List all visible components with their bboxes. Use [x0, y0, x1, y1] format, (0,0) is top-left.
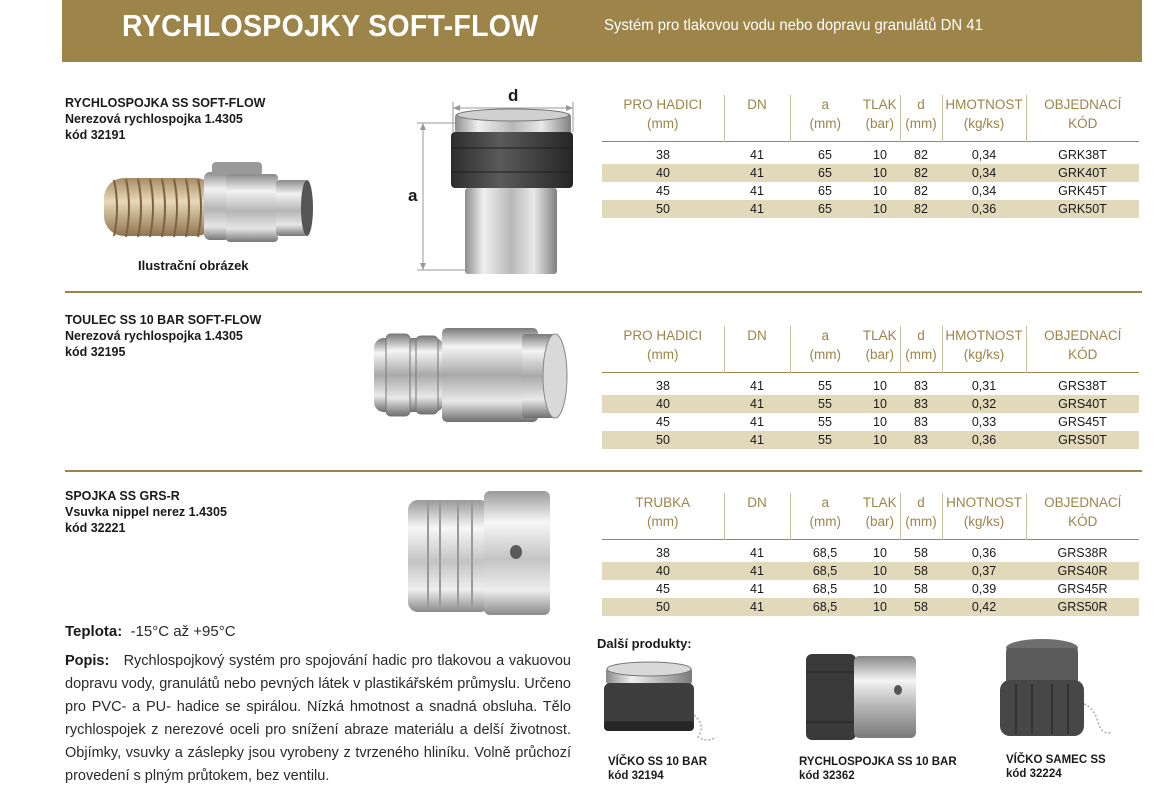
column-header-unit: (mm) — [647, 347, 679, 362]
table-cell: 41 — [724, 200, 790, 218]
column-header — [724, 326, 790, 373]
table-cell: GRS40R — [1026, 562, 1139, 580]
table-row — [602, 598, 1139, 616]
table-cell: GRS38T — [1058, 379, 1107, 393]
column-header-label: d — [917, 495, 925, 510]
table-cell: 82 — [900, 200, 942, 218]
column-header-label: HNOTNOST — [946, 495, 1022, 510]
product-name: SPOJKA SS GRS-R — [65, 489, 180, 503]
column-header — [860, 493, 900, 540]
more-product-code: kód 32194 — [608, 770, 664, 782]
table-cell: 41 — [750, 546, 764, 560]
table-cell: 38 — [656, 546, 670, 560]
column-header — [860, 326, 900, 373]
table-cell: 50 — [602, 598, 724, 616]
product-name: RYCHLOSPOJKA SS SOFT-FLOW — [65, 96, 266, 110]
table-cell: 45 — [656, 184, 670, 198]
column-header-unit: KÓD — [1068, 514, 1098, 529]
table-row — [602, 580, 1139, 598]
column-header-unit: (mm) — [809, 116, 841, 131]
description-label: Popis: — [65, 653, 110, 669]
spec-table-1 — [602, 95, 1139, 218]
table-cell: GRK38T — [1058, 148, 1107, 162]
product-desc: Vsuvka nippel nerez 1.4305 — [65, 505, 227, 519]
section-divider — [65, 291, 1142, 293]
table-cell: 83 — [900, 395, 942, 413]
table-cell: 68,5 — [812, 546, 838, 560]
table-cell: 41 — [724, 395, 790, 413]
table-cell: 10 — [873, 546, 887, 560]
column-header — [942, 326, 1026, 373]
table-cell: 41 — [724, 562, 790, 580]
table-cell: 58 — [914, 546, 928, 560]
column-header-unit: (bar) — [865, 514, 894, 529]
column-header-unit: (kg/ks) — [963, 514, 1005, 529]
column-header-label: d — [917, 328, 925, 343]
table-cell: 68,5 — [812, 582, 838, 596]
column-header-unit: (mm) — [905, 347, 937, 362]
coupling-ss-10bar-image — [802, 648, 922, 748]
more-product-1 — [608, 755, 707, 783]
table-cell: 45 — [656, 582, 670, 596]
table-cell: 10 — [860, 200, 900, 218]
table-cell: 10 — [873, 184, 887, 198]
column-header-label: PRO HADICI — [623, 97, 703, 112]
table-cell: 0,31 — [971, 379, 997, 393]
table-cell: 41 — [750, 415, 764, 429]
table-cell: 65 — [790, 164, 860, 182]
table-cell: 41 — [750, 379, 764, 393]
column-header — [900, 493, 942, 540]
table-cell: 0,36 — [971, 546, 997, 560]
table-cell: 10 — [860, 562, 900, 580]
table-row — [602, 182, 1139, 200]
column-header — [724, 95, 790, 142]
table-row — [602, 395, 1139, 413]
column-header-unit: (mm) — [809, 514, 841, 529]
table-cell: 55 — [818, 379, 832, 393]
table-cell: 58 — [900, 598, 942, 616]
column-header — [942, 493, 1026, 540]
more-product-name: VÍČKO SAMEC SS — [1006, 754, 1106, 766]
table-cell: GRS50R — [1026, 598, 1139, 616]
table-cell: 10 — [860, 598, 900, 616]
table-cell: 83 — [914, 379, 928, 393]
table-cell: 0,42 — [942, 598, 1026, 616]
table-cell: 40 — [602, 164, 724, 182]
table-row — [602, 562, 1139, 580]
header-band — [62, 0, 1142, 62]
product-heading-2 — [65, 312, 261, 360]
table-cell: 50 — [602, 431, 724, 449]
table-cell: 82 — [914, 148, 928, 162]
table-cell: 0,36 — [942, 200, 1026, 218]
table-row — [602, 142, 1139, 165]
table-cell: 40 — [602, 395, 724, 413]
table-cell: 0,39 — [971, 582, 997, 596]
table-cell: 83 — [914, 415, 928, 429]
table-cell: 68,5 — [790, 562, 860, 580]
table-cell: 0,34 — [971, 184, 997, 198]
column-header-label: DN — [747, 495, 767, 510]
column-header-label: OBJEDNACÍ — [1044, 495, 1122, 510]
table-cell: 10 — [873, 582, 887, 596]
column-header — [1026, 95, 1139, 142]
column-header — [790, 326, 860, 373]
table-cell: 40 — [602, 562, 724, 580]
column-header — [860, 95, 900, 142]
column-header-unit: (mm) — [905, 116, 937, 131]
column-header — [1026, 326, 1139, 373]
column-header-unit: (kg/ks) — [963, 116, 1005, 131]
temperature-value: -15°C až +95°C — [130, 623, 236, 640]
column-header-label: OBJEDNACÍ — [1044, 328, 1122, 343]
table-cell: 82 — [914, 184, 928, 198]
dimension-d-label: d — [508, 86, 519, 105]
column-header — [724, 493, 790, 540]
dimension-drawing — [405, 88, 580, 288]
table-cell: GRS50T — [1026, 431, 1139, 449]
product-code: kód 32221 — [65, 521, 126, 535]
dimension-a-label: a — [408, 186, 418, 205]
column-header — [900, 95, 942, 142]
table-cell: 10 — [860, 395, 900, 413]
table-cell: 0,34 — [971, 148, 997, 162]
table-cell: GRK40T — [1026, 164, 1139, 182]
table-cell: 65 — [818, 184, 832, 198]
table-row — [602, 373, 1139, 396]
table-cell: 58 — [900, 562, 942, 580]
table-cell: 10 — [873, 415, 887, 429]
spec-table-3 — [602, 493, 1139, 616]
column-header-unit: (bar) — [865, 116, 894, 131]
column-header-unit: (mm) — [809, 347, 841, 362]
table-cell: GRS40T — [1026, 395, 1139, 413]
table-cell: GRS45R — [1057, 582, 1108, 596]
table-cell: 50 — [602, 200, 724, 218]
more-product-2 — [799, 755, 957, 783]
product-code: kód 32195 — [65, 345, 126, 359]
table-cell: GRK50T — [1026, 200, 1139, 218]
temperature-label: Teplota: — [65, 623, 123, 640]
table-cell: 10 — [860, 431, 900, 449]
column-header-unit: (mm) — [647, 116, 679, 131]
column-header-label: DN — [747, 97, 767, 112]
table-cell: 41 — [750, 184, 764, 198]
column-header — [900, 326, 942, 373]
table-cell: 68,5 — [790, 598, 860, 616]
product-code: kód 32191 — [65, 128, 126, 142]
table-cell: 55 — [818, 415, 832, 429]
table-cell: 0,37 — [942, 562, 1026, 580]
product-desc: Nerezová rychlospojka 1.4305 — [65, 329, 243, 343]
product-name: TOULEC SS 10 BAR SOFT-FLOW — [65, 313, 262, 327]
table-cell: 0,34 — [942, 164, 1026, 182]
table-cell: 41 — [750, 148, 764, 162]
table-cell: 65 — [818, 148, 832, 162]
section-divider — [65, 470, 1142, 472]
column-header-label: OBJEDNACÍ — [1044, 97, 1122, 112]
page-subtitle: Systém pro tlakovou vodu nebo dopravu granulátů DN 41 — [604, 17, 983, 34]
table-cell: 38 — [656, 148, 670, 162]
hose-coupling-image — [100, 148, 315, 253]
column-header-unit: (mm) — [905, 514, 937, 529]
description-block — [65, 650, 571, 788]
table-row — [602, 413, 1139, 431]
column-header-label: d — [917, 97, 925, 112]
table-cell: GRS45T — [1058, 415, 1107, 429]
more-product-code: kód 32362 — [799, 770, 855, 782]
table-cell: 10 — [873, 148, 887, 162]
column-header-label: DN — [747, 328, 767, 343]
cap-male-ss-image — [996, 634, 1116, 749]
table-cell: 82 — [900, 164, 942, 182]
table-cell: GRK45T — [1058, 184, 1107, 198]
more-products-title: Další produkty: — [597, 636, 692, 651]
column-header-label: TLAK — [862, 495, 897, 510]
column-header — [790, 493, 860, 540]
table-cell: 0,36 — [942, 431, 1026, 449]
column-header-label: HMOTNOST — [945, 328, 1023, 343]
column-header — [942, 95, 1026, 142]
column-header — [602, 326, 724, 373]
table-row — [602, 540, 1139, 563]
table-cell: 55 — [790, 431, 860, 449]
product-heading-1 — [65, 95, 265, 143]
column-header-unit: KÓD — [1068, 347, 1098, 362]
table-cell: 41 — [750, 582, 764, 596]
more-product-3 — [1006, 753, 1106, 781]
spec-table-2 — [602, 326, 1139, 449]
description-text: Rychlospojkový systém pro spojování hadic pro tlakovou a vakuovou dopravu vody, granulátů nebo pevných látek v plastikářském průmyslu. Určeno pro PVC- a PU- hadice se spirálou. Nízká hmotnost a snadná obsluha. Tělo rychlospojek z nerezové oceli pro snížení abraze materiálu a delší životnost. Objímky, vsuvky a záslepky jsou vyrobeny z tvrzeného hliníku. Volně průchozí provedení s plným průtokem, bez ventilu. — [65, 653, 571, 784]
column-header-label: a — [821, 97, 829, 112]
column-header-label: TLAK — [862, 97, 897, 112]
table-cell: 58 — [914, 582, 928, 596]
more-product-name: VÍČKO SS 10 BAR — [608, 756, 708, 768]
cap-ss-10bar-image — [600, 655, 720, 750]
column-header-label: a — [821, 328, 829, 343]
more-product-name: RYCHLOSPOJKA SS 10 BAR — [799, 756, 957, 768]
table-cell: GRS38R — [1057, 546, 1108, 560]
column-header-label: TRUBKA — [635, 495, 691, 510]
table-cell: 10 — [860, 164, 900, 182]
image-caption: Ilustrační obrázek — [138, 258, 249, 273]
nipple-image — [406, 488, 556, 618]
coupling-image — [372, 322, 572, 428]
column-header-unit: (bar) — [865, 347, 894, 362]
column-header — [602, 95, 724, 142]
product-desc: Nerezová rychlospojka 1.4305 — [65, 112, 243, 126]
table-cell: 45 — [656, 415, 670, 429]
table-cell: 41 — [724, 164, 790, 182]
column-header — [790, 95, 860, 142]
column-header-unit: (kg/ks) — [963, 347, 1005, 362]
table-cell: 65 — [790, 200, 860, 218]
table-cell: 0,33 — [971, 415, 997, 429]
column-header-label: PRO HADICI — [623, 328, 703, 343]
page-title: RYCHLOSPOJKY SOFT-FLOW — [122, 8, 539, 43]
column-header — [602, 493, 724, 540]
column-header-label: TLAK — [862, 328, 897, 343]
table-row — [602, 431, 1139, 449]
column-header-unit: KÓD — [1068, 116, 1098, 131]
table-cell: 41 — [724, 431, 790, 449]
table-cell: 0,32 — [942, 395, 1026, 413]
more-product-code: kód 32224 — [1006, 768, 1062, 780]
table-cell: 83 — [900, 431, 942, 449]
temperature-line — [65, 620, 236, 643]
product-heading-3 — [65, 488, 227, 536]
table-cell: 41 — [724, 598, 790, 616]
column-header-label: a — [821, 495, 829, 510]
table-row — [602, 164, 1139, 182]
table-cell: 55 — [790, 395, 860, 413]
table-cell: 10 — [873, 379, 887, 393]
column-header-unit: (mm) — [647, 514, 679, 529]
column-header — [1026, 493, 1139, 540]
table-cell: 38 — [656, 379, 670, 393]
table-row — [602, 200, 1139, 218]
column-header-label: HMOTNOST — [945, 97, 1023, 112]
